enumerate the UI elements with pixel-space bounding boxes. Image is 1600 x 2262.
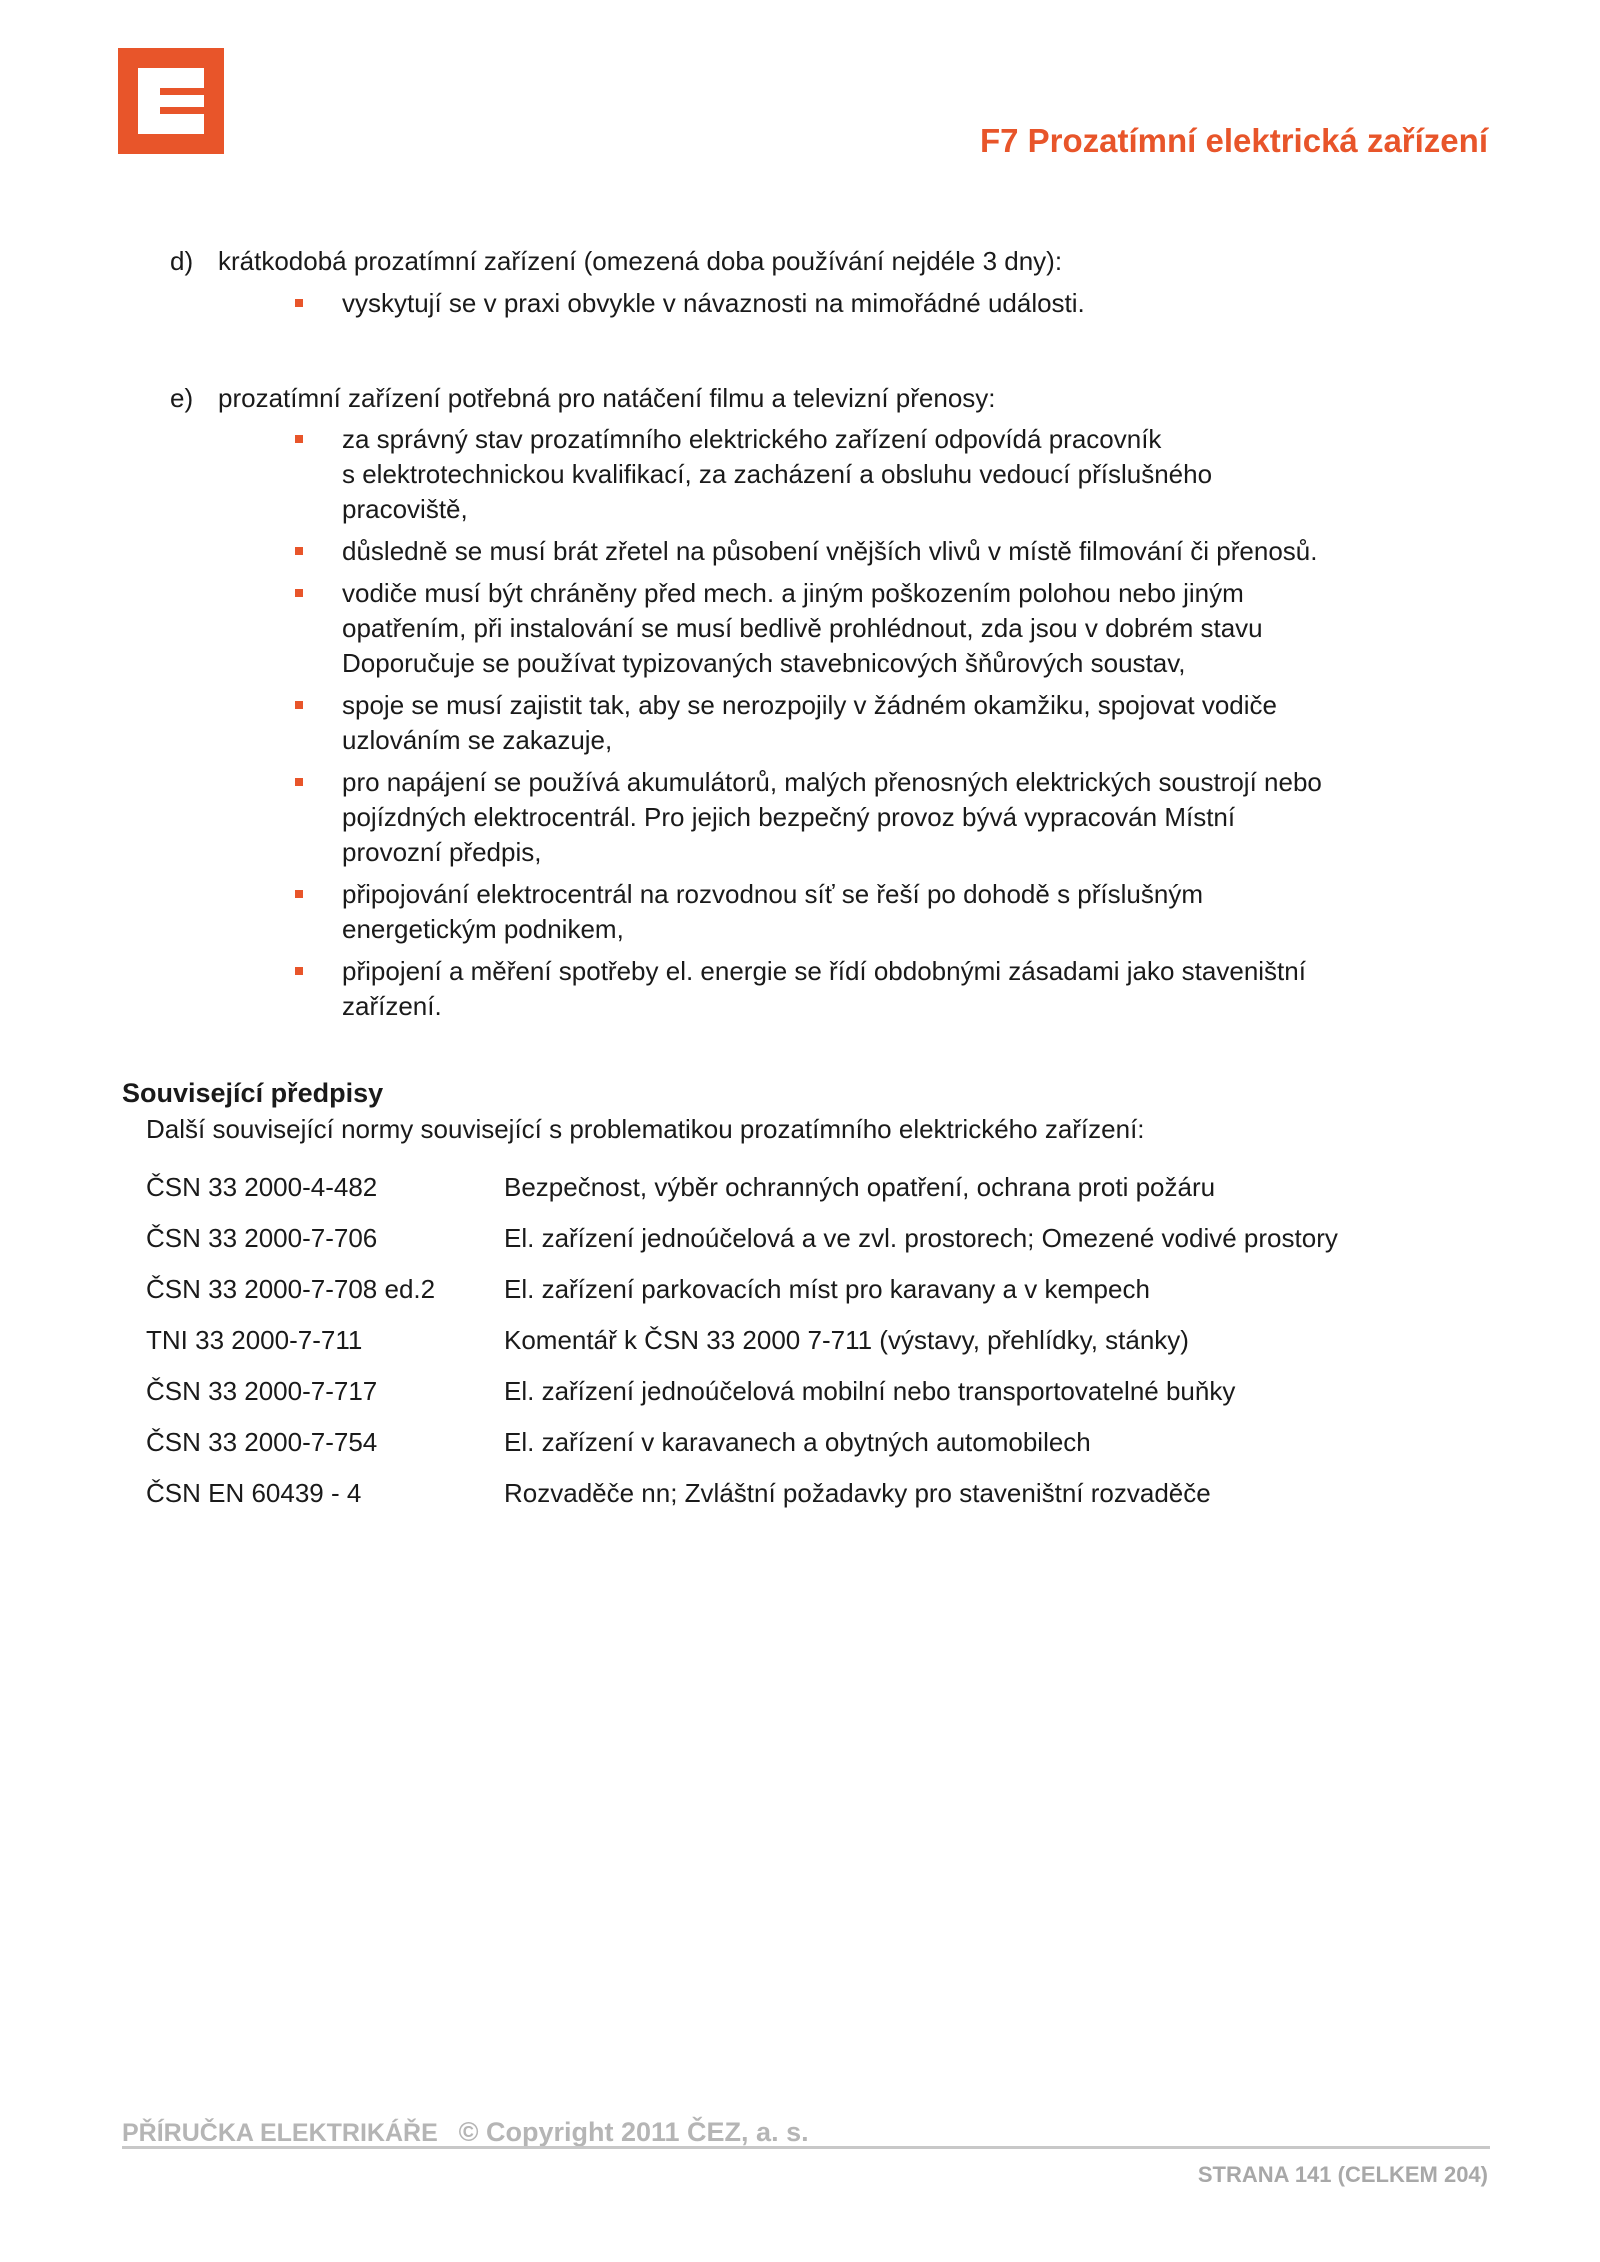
table-row [146, 1417, 1338, 1468]
norm-description: El. zařízení parkovacích míst pro karavany a v kempech [504, 1274, 1150, 1304]
norm-code: ČSN EN 60439 - 4 [146, 1478, 362, 1508]
bullet-item: spoje se musí zajistit tak, aby se nerozpojily v žádném okamžiku, spojovat vodiče uzlováním se zakazuje, [293, 688, 1493, 758]
table-row [146, 1162, 1338, 1213]
section-intro: Další související normy související s problematikou prozatímního elektrického zařízení: [146, 1114, 1145, 1144]
bullet-item: důsledně se musí brát zřetel na působení vnějších vlivů v místě filmování či přenosů. [293, 534, 1493, 569]
bullet-item: připojení a měření spotřeby el. energie se řídí obdobnými zásadami jako staveništní zařízení. [293, 954, 1493, 1024]
table-row [146, 1264, 1338, 1315]
norm-description: Rozvaděče nn; Zvláštní požadavky pro staveništní rozvaděče [504, 1478, 1211, 1508]
norm-description: El. zařízení jednoúčelová a ve zvl. prostorech; Omezené vodivé prostory [504, 1223, 1338, 1253]
list-item-text: krátkodobá prozatímní zařízení (omezená doba používání nejdéle 3 dny): [218, 246, 1063, 276]
norm-code: ČSN 33 2000-7-717 [146, 1376, 378, 1406]
bullet-item: vodiče musí být chráněny před mech. a jiným poškozením polohou nebo jiným opatřením, při instalování se musí bedlivě prohlédnout, zda jsou v dobrém stavu Doporučuje se používat typizovaných stavebnicových šňůrových soustav, [293, 576, 1493, 681]
norm-code: ČSN 33 2000-4-482 [146, 1172, 378, 1202]
bullet-list-e [293, 422, 1493, 1031]
table-row [146, 1366, 1338, 1417]
list-item-letter: d) [170, 246, 194, 276]
norm-code: ČSN 33 2000-7-754 [146, 1427, 378, 1457]
list-item-text: prozatímní zařízení potřebná pro natáčení filmu a televizní přenosy: [218, 383, 996, 413]
footer-handbook [122, 2117, 809, 2148]
footer-page-number: STRANA 141 (CELKEM 204) [1197, 2162, 1488, 2187]
list-item-letter: e) [170, 383, 194, 413]
table-row [146, 1213, 1338, 1264]
bullet-item: vyskytují se v praxi obvykle v návaznosti na mimořádné události. [293, 286, 1493, 321]
cez-logo-icon [118, 48, 224, 154]
section-heading: Související předpisy [122, 1078, 384, 1108]
table-row [146, 1468, 1338, 1519]
footer-divider [122, 2146, 1490, 2149]
norm-description: Bezpečnost, výběr ochranných opatření, ochrana proti požáru [504, 1172, 1216, 1202]
norm-description: El. zařízení jednoúčelová mobilní nebo transportovatelné buňky [504, 1376, 1236, 1406]
page-title: F7 Prozatímní elektrická zařízení [979, 122, 1488, 159]
footer-copyright: © Copyright 2011 ČEZ, a. s. [458, 2117, 809, 2147]
norm-description: Komentář k ČSN 33 2000 7-711 (výstavy, přehlídky, stánky) [504, 1325, 1189, 1355]
bullet-item: pro napájení se používá akumulátorů, malých přenosných elektrických soustrojí nebo pojízdných elektrocentrál. Pro jejich bezpečný provoz bývá vypracován Místní provozní předpis, [293, 765, 1493, 870]
bullet-item: za správný stav prozatímního elektrického zařízení odpovídá pracovník s elektrotechnickou kvalifikací, za zacházení a obsluhu vedoucí příslušného pracoviště, [293, 422, 1493, 527]
bullet-list-d [293, 286, 1493, 328]
norm-code: TNI 33 2000-7-711 [146, 1325, 363, 1355]
bullet-item: připojování elektrocentrál na rozvodnou síť se řeší po dohodě s příslušným energetickým podnikem, [293, 877, 1493, 947]
norm-code: ČSN 33 2000-7-708 ed.2 [146, 1274, 436, 1304]
norm-description: El. zařízení v karavanech a obytných automobilech [504, 1427, 1091, 1457]
footer-handbook-title: PŘÍRUČKA ELEKTRIKÁŘE [122, 2119, 438, 2147]
norm-code: ČSN 33 2000-7-706 [146, 1223, 378, 1253]
norms-table [146, 1162, 1338, 1519]
table-row [146, 1315, 1338, 1366]
